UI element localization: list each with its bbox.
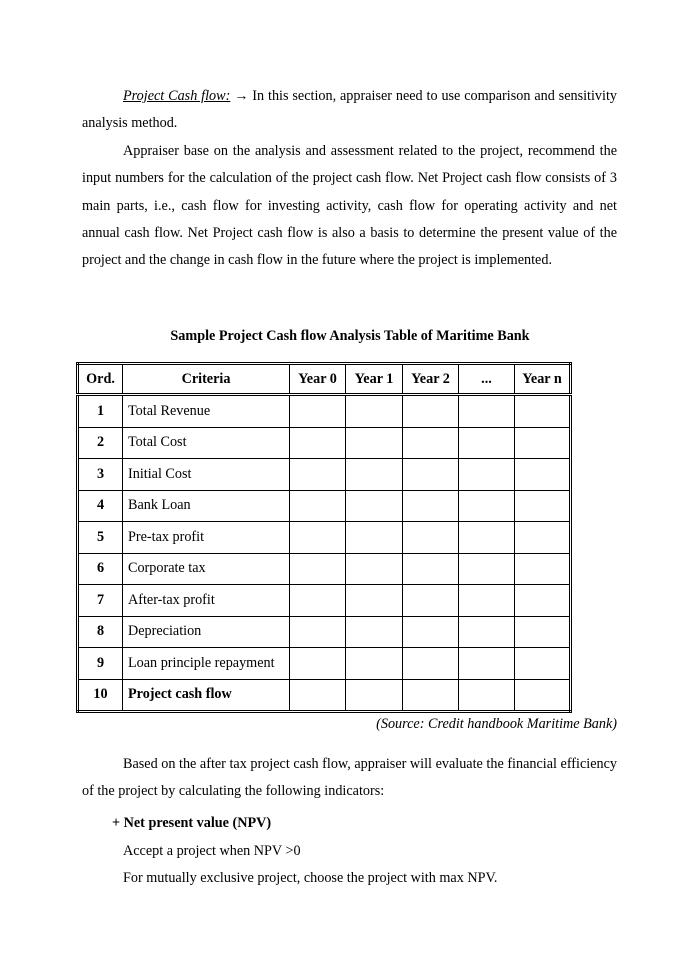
table-row <box>78 679 571 712</box>
cell-empty <box>515 459 571 491</box>
table-row <box>78 522 571 554</box>
header-year-0: Year 0 <box>290 364 346 395</box>
table-source: (Source: Credit handbook Maritime Bank) <box>376 716 617 732</box>
cell-empty <box>403 648 459 680</box>
row-ord: 2 <box>78 427 123 459</box>
cell-empty <box>403 427 459 459</box>
table-row <box>78 585 571 617</box>
cell-empty <box>515 522 571 554</box>
cell-empty <box>515 616 571 648</box>
cell-empty <box>290 427 346 459</box>
header-year-1: Year 1 <box>346 364 403 395</box>
cell-empty <box>459 679 515 712</box>
npv-heading: + Net present value (NPV) <box>112 815 272 831</box>
cell-empty <box>403 616 459 648</box>
cell-empty <box>459 522 515 554</box>
cell-empty <box>515 648 571 680</box>
cell-empty <box>346 459 403 491</box>
table-caption: Sample Project Cash flow Analysis Table of Maritime Bank <box>170 328 530 344</box>
cell-empty <box>459 648 515 680</box>
table-row <box>78 395 571 428</box>
cell-empty <box>403 553 459 585</box>
header-year-2: Year 2 <box>403 364 459 395</box>
header-year-n: Year n <box>515 364 571 395</box>
row-criteria: Bank Loan <box>123 490 290 522</box>
table-row <box>78 459 571 491</box>
row-ord: 4 <box>78 490 123 522</box>
cell-empty <box>346 616 403 648</box>
row-criteria: Total Cost <box>123 427 290 459</box>
cell-empty <box>515 679 571 712</box>
table-row <box>78 427 571 459</box>
cell-empty <box>290 459 346 491</box>
table-row <box>78 616 571 648</box>
cell-empty <box>403 522 459 554</box>
cell-empty <box>403 459 459 491</box>
row-criteria: Initial Cost <box>123 459 290 491</box>
row-criteria: Project cash flow <box>123 679 290 712</box>
cell-empty <box>346 490 403 522</box>
cell-empty <box>459 459 515 491</box>
header-criteria: Criteria <box>123 364 290 395</box>
cell-empty <box>515 490 571 522</box>
row-ord: 8 <box>78 616 123 648</box>
cell-empty <box>290 553 346 585</box>
cell-empty <box>459 616 515 648</box>
cell-empty <box>290 616 346 648</box>
cell-empty <box>515 553 571 585</box>
cell-empty <box>346 522 403 554</box>
cell-empty <box>403 490 459 522</box>
indicators-paragraph: Based on the after tax project cash flow, appraiser will evaluate the financial efficiency of the project by calculating the following indicators: <box>82 756 617 800</box>
cash-flow-table <box>76 362 572 713</box>
row-criteria: Total Revenue <box>123 395 290 428</box>
cell-empty <box>459 490 515 522</box>
row-criteria: After-tax profit <box>123 585 290 617</box>
cell-empty <box>346 648 403 680</box>
npv-rule-exclusive: For mutually exclusive project, choose the project with max NPV. <box>123 870 498 886</box>
cell-empty <box>459 427 515 459</box>
cell-empty <box>346 553 403 585</box>
cell-empty <box>403 395 459 428</box>
table-header-row <box>78 364 571 395</box>
table-row <box>78 648 571 680</box>
arrow-glyph: → <box>234 88 249 104</box>
cell-empty <box>459 585 515 617</box>
row-ord: 6 <box>78 553 123 585</box>
cell-empty <box>403 585 459 617</box>
row-criteria: Loan principle repayment <box>123 648 290 680</box>
row-criteria: Depreciation <box>123 616 290 648</box>
cell-empty <box>290 585 346 617</box>
intro-paragraph <box>82 83 617 138</box>
cell-empty <box>290 648 346 680</box>
row-ord: 9 <box>78 648 123 680</box>
table-row <box>78 553 571 585</box>
row-criteria: Pre-tax profit <box>123 522 290 554</box>
cell-empty <box>290 490 346 522</box>
row-ord: 1 <box>78 395 123 428</box>
cash-flow-paragraph: Appraiser base on the analysis and assessment related to the project, recommend the input numbers for the calculation of the project cash flow. Net Project cash flow consists of 3 main parts, i.e., cash flow for investing activity, cash flow for operating activity and net annual cash flow. Net Project cash flow is also a basis to determine the present value of the project and the change in cash flow in the future where the project is implemented. <box>82 143 617 269</box>
row-ord: 10 <box>78 679 123 712</box>
cell-empty <box>346 679 403 712</box>
cell-empty <box>290 679 346 712</box>
cell-empty <box>346 395 403 428</box>
cell-empty <box>403 679 459 712</box>
row-ord: 7 <box>78 585 123 617</box>
table-row <box>78 490 571 522</box>
cell-empty <box>346 585 403 617</box>
cell-empty <box>515 427 571 459</box>
row-ord: 5 <box>78 522 123 554</box>
cell-empty <box>290 522 346 554</box>
row-criteria: Corporate tax <box>123 553 290 585</box>
cell-empty <box>346 427 403 459</box>
project-cash-flow-heading: Project Cash flow: <box>123 88 231 104</box>
header-ellipsis: ... <box>459 364 515 395</box>
cell-empty <box>290 395 346 428</box>
header-ord: Ord. <box>78 364 123 395</box>
cell-empty <box>515 395 571 428</box>
npv-rule-accept: Accept a project when NPV >0 <box>123 843 301 859</box>
intro-text: In this section, appraiser need to use comparison and sensitivity analysis method. <box>82 88 618 132</box>
cell-empty <box>515 585 571 617</box>
cell-empty <box>459 395 515 428</box>
cell-empty <box>459 553 515 585</box>
row-ord: 3 <box>78 459 123 491</box>
